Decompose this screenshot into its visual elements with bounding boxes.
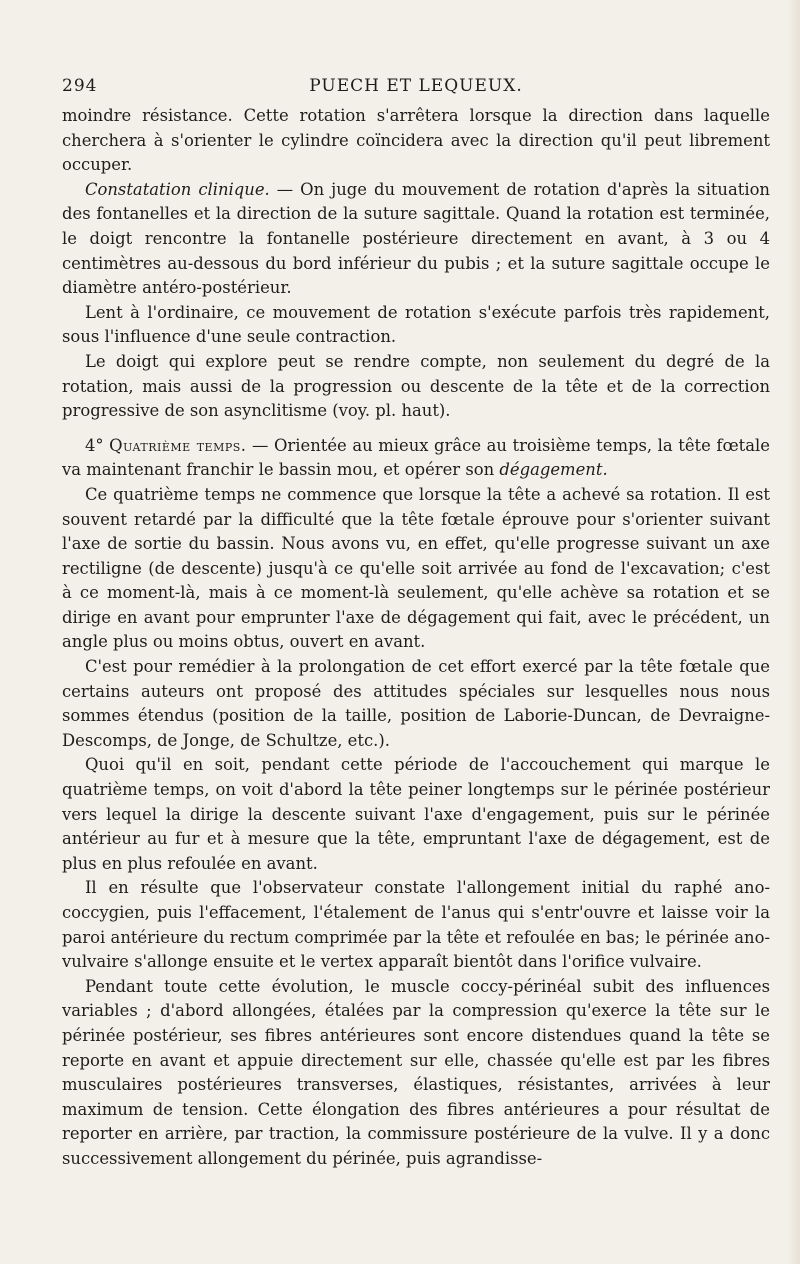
paragraph-2-text: — On juge du mouvement de rotation d'après la situation des fontanelles et la direction de la suture sagittale. Quand la rotation est terminée, le doigt rencontre la fontanelle postérieure directement en avant, à 3 ou 4 centimètres au-dessous du bord inférieur du pubis ; et la suture sagittale occupe le diamètre antéro-postérieur.: [62, 179, 770, 298]
running-title: PUECH ET LEQUEUX.: [309, 76, 523, 96]
paragraph-2-label: Constatation clinique.: [84, 179, 270, 199]
paragraph-6: Ce quatrième temps ne commence que lorsque la tête a achevé sa rotation. Il est souvent retardé par la difficulté que la tête fœtale éprouve pour s'orienter suivant l'axe de sortie du bassin. Nous avons vu, en effet, qu'elle progresse suivant un axe rectiligne (de descente) jusqu'à ce qu'elle soit arrivée au fond de l'excavation; c'est à ce moment-là, mais à ce moment-là seulement, qu'elle achève sa rotation et se dirige en avant pour emprunter l'axe de dégagement qui fait, avec le précédent, un angle plus ou moins obtus, ouvert en avant.: [62, 484, 770, 652]
paragraph-8: Quoi qu'il en soit, pendant cette période de l'accouchement qui marque le quatrième temps, on voit d'abord la tête peiner longtemps sur le périnée postérieur vers lequel la dirige la descente suivant l'axe d'engagement, puis sur le périnée antérieur au fur et à mesure que la tête, empruntant l'axe de dégagement, est de plus en plus refoulée en avant.: [62, 755, 770, 873]
paragraph-1: moindre résistance. Cette rotation s'arrêtera lorsque la direction dans laquelle cherchera à s'orienter le cylindre coïncidera avec la direction qu'il peut librement occuper.: [62, 106, 770, 175]
paragraph-7: C'est pour remédier à la prolongation de cet effort exercé par la tête fœtale que certains auteurs ont proposé des attitudes spéciales sur lesquelles nous nous sommes étendus (position de la taille, position de Laborie-Duncan, de Devraigne-Descomps, de Jonge, de Schultze, etc.).: [62, 657, 770, 750]
body-text: [62, 104, 770, 1172]
section-text: — Orientée au mieux grâce au troisième temps, la tête fœtale va maintenant franchir le bassin mou, et opérer son: [62, 435, 770, 480]
book-page: [62, 76, 770, 1172]
paragraph-3: Lent à l'ordinaire, ce mouvement de rotation s'exécute parfois très rapidement, sous l'influence d'une seule contraction.: [62, 302, 770, 347]
paragraph-9: Il en résulte que l'observateur constate l'allongement initial du raphé ano-coccygien, puis l'effacement, l'étalement de l'anus qui s'entr'ouvre et laisse voir la paroi antérieure du rectum comprimée par la tête et refoulée en bas; le périnée ano-vulvaire s'allonge ensuite et le vertex apparaît bientôt dans l'orifice vulvaire.: [62, 878, 770, 972]
paragraph-4: Le doigt qui explore peut se rendre compte, non seulement du degré de la rotation, mais aussi de la progression ou descente de la tête et de la correction progressive de son asynclitisme (voy. pl. haut).: [62, 351, 770, 421]
section-label: Quatrième temps.: [109, 435, 247, 455]
paragraph-10: Pendant toute cette évolution, le muscle coccy-périnéal subit des influences variables ; d'abord allongées, étalées par la compression qu'exerce la tête sur le périnée postérieur, ses fibres antérieures sont encore distendues quand la tête se reporte en avant et appuie directement sur elle, chassée qu'elle est par les fibres musculaires postérieures transverses, élastiques, résistantes, arrivées à leur maximum de tension. Cette élongation des fibres antérieures a pour résultat de reporter en arrière, par traction, la commissure postérieure de la vulve. Il y a donc successivement allongement du périnée, puis agrandisse-: [62, 976, 770, 1168]
section-number: 4°: [84, 435, 104, 455]
section-emphasis: dégagement.: [499, 460, 608, 480]
page-number: 294: [62, 76, 98, 96]
page-edge-shadow: [788, 0, 800, 1264]
paragraph-2: [62, 178, 770, 301]
running-header: [62, 76, 770, 96]
section-heading-paragraph: [62, 434, 770, 483]
